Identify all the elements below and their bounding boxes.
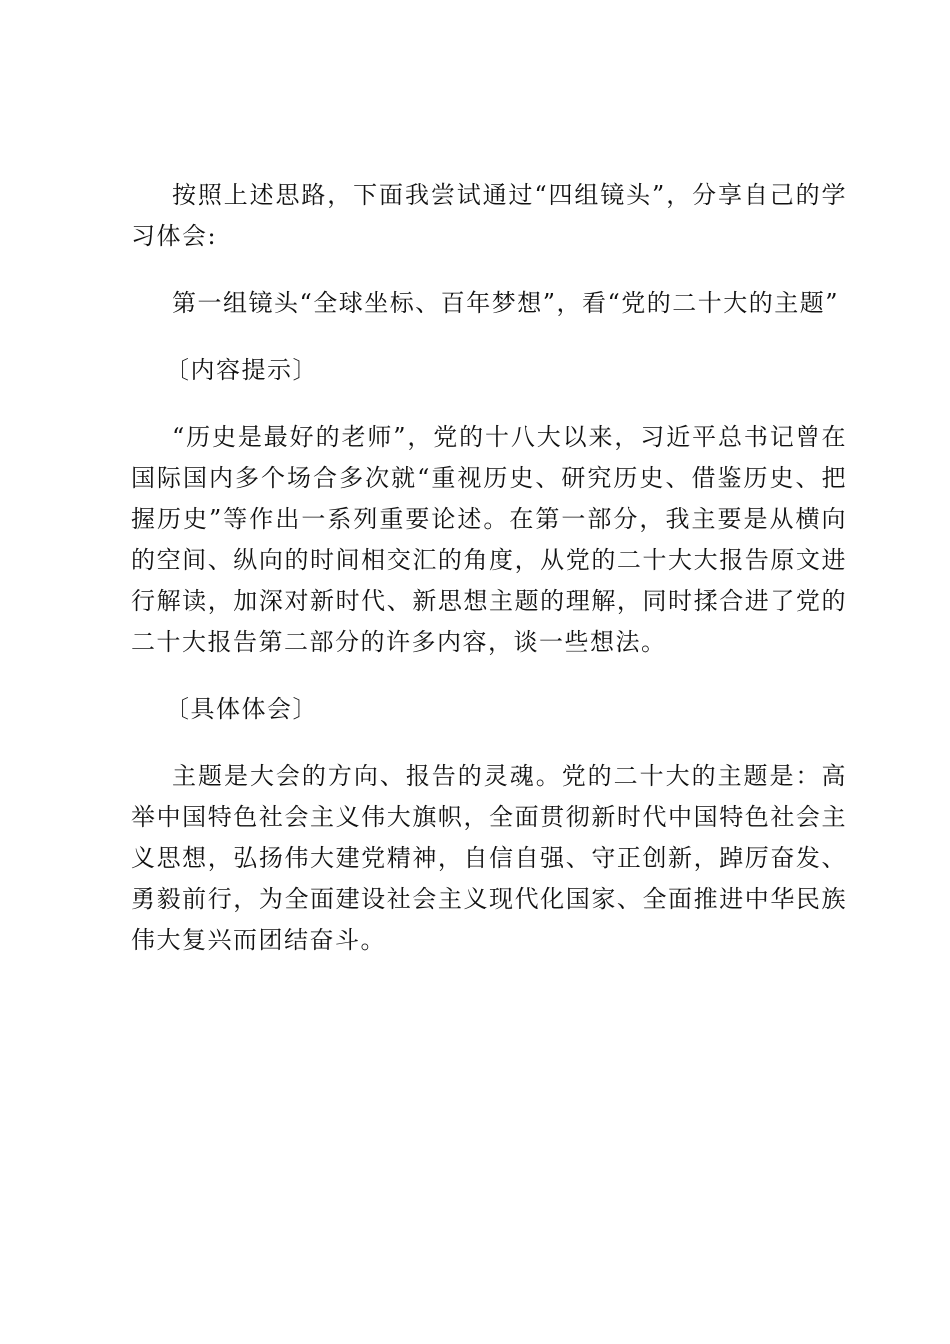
- section-heading: 第一组镜头“全球坐标、百年梦想”，看“党的二十大的主题”: [172, 289, 840, 317]
- specific-experience-label: 〔具体体会〕: [165, 695, 318, 723]
- intro-paragraph: 按照上述思路，下面我尝试通过“四组镜头”，分享自己的学习体会:: [131, 181, 847, 250]
- history-paragraph: “历史是最好的老师”，党的十八大以来，习近平总书记曾在国际国内多个场合多次就“重视历史、研究历史、借鉴历史、把握历史”等作出一系列重要论述。在第一部分，我主要是从横向的空间、纵向的时间相交汇的角度，从党的二十大大报告原文进行解读，加深对新时代、新思想主题的理解，同时揉合进了党的二十大报告第二部分的许多内容，谈一些想法。: [131, 423, 847, 656]
- content-hint-label: 〔内容提示〕: [165, 356, 318, 384]
- theme-paragraph: 主题是大会的方向、报告的灵魂。党的二十大的主题是：高举中国特色社会主义伟大旗帜，全面贯彻新时代中国特色社会主义思想，弘扬伟大建党精神，自信自强、守正创新，踔厉奋发、勇毅前行，为全面建设社会主义现代化国家、全面推进中华民族伟大复兴而团结奋斗。: [131, 762, 847, 954]
- document-body: [131, 175, 847, 987]
